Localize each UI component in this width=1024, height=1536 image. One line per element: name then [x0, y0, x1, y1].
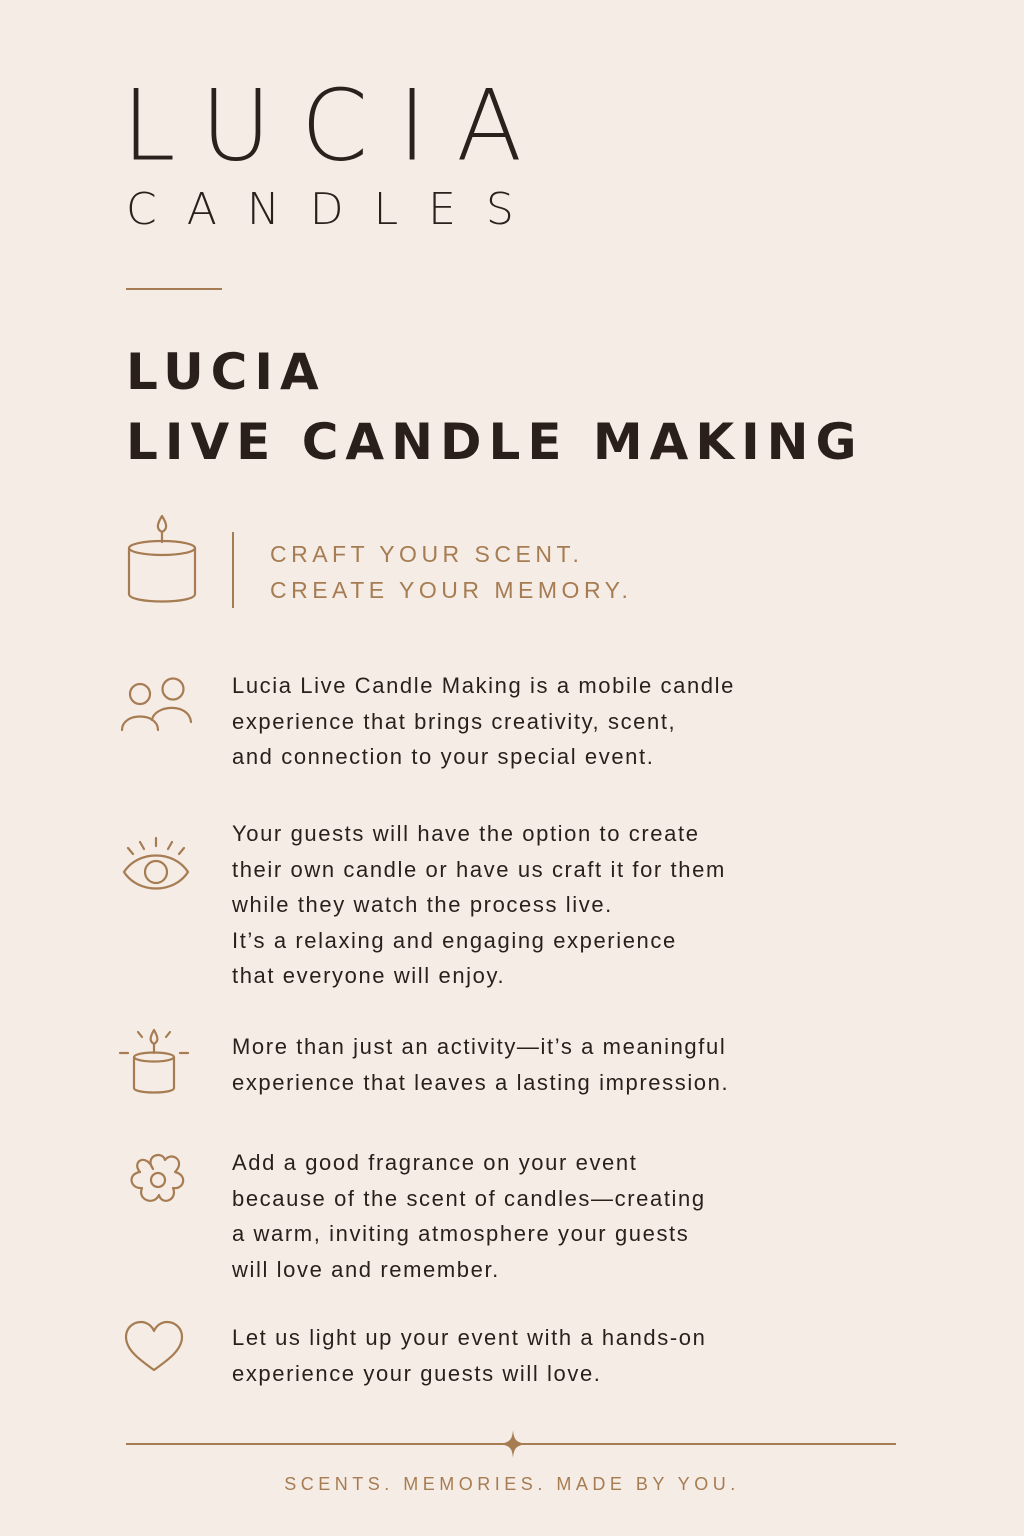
item-2-line-3: while they watch the process live. — [232, 892, 613, 917]
page-title-line-1: LUCIA — [126, 343, 326, 401]
item-3-line-1: More than just an activity—it’s a meaningful — [232, 1034, 727, 1059]
item-text-1 — [232, 668, 952, 775]
item-4-line-4: will love and remember. — [232, 1256, 500, 1282]
tagline-line-2: CREATE YOUR MEMORY. — [270, 577, 633, 603]
item-2-line-2: their own candle or have us craft it for them — [232, 856, 726, 882]
item-5-line-1: Let us light up your event with a hands-on — [232, 1325, 707, 1350]
item-1-line-2: experience that brings creativity, scent, — [232, 708, 677, 734]
item-2-line-5: that everyone will enjoy. — [232, 963, 506, 988]
page-title-line-2: LIVE CANDLE MAKING — [126, 413, 864, 471]
item-text-3 — [232, 1029, 952, 1100]
heart-icon — [114, 1314, 198, 1394]
item-1-line-3: and connection to your special event. — [232, 744, 655, 769]
item-text-5 — [232, 1320, 952, 1391]
brand-name: LUCIA — [122, 68, 552, 184]
item-2-line-4: It’s a relaxing and engaging experience — [232, 927, 677, 953]
header-divider — [126, 288, 222, 290]
tagline-divider — [232, 532, 234, 608]
item-2-line-1: Your guests will have the option to create — [232, 821, 700, 846]
tagline-line-1: CRAFT YOUR SCENT. — [270, 541, 584, 567]
item-4-line-1: Add a good fragrance on your event — [232, 1150, 638, 1175]
flower-icon — [114, 1146, 198, 1226]
item-3-line-2: experience that leaves a lasting impression. — [232, 1069, 730, 1095]
item-text-4 — [232, 1145, 952, 1287]
glowing-candle-icon — [114, 1026, 198, 1106]
sparkle-icon — [500, 1430, 526, 1458]
people-icon — [114, 672, 198, 752]
item-5-line-2: experience your guests will love. — [232, 1360, 602, 1386]
brand-subtitle: CANDLES — [126, 184, 544, 235]
item-text-2 — [232, 816, 952, 994]
item-4-line-2: because of the scent of candles—creating — [232, 1185, 706, 1211]
eye-icon — [114, 834, 198, 914]
item-4-line-3: a warm, inviting atmosphere your guests — [232, 1221, 690, 1246]
item-1-line-1: Lucia Live Candle Making is a mobile candle — [232, 673, 735, 698]
footer-tagline: SCENTS. MEMORIES. MADE BY YOU. — [284, 1474, 740, 1494]
candle-icon — [124, 512, 200, 608]
